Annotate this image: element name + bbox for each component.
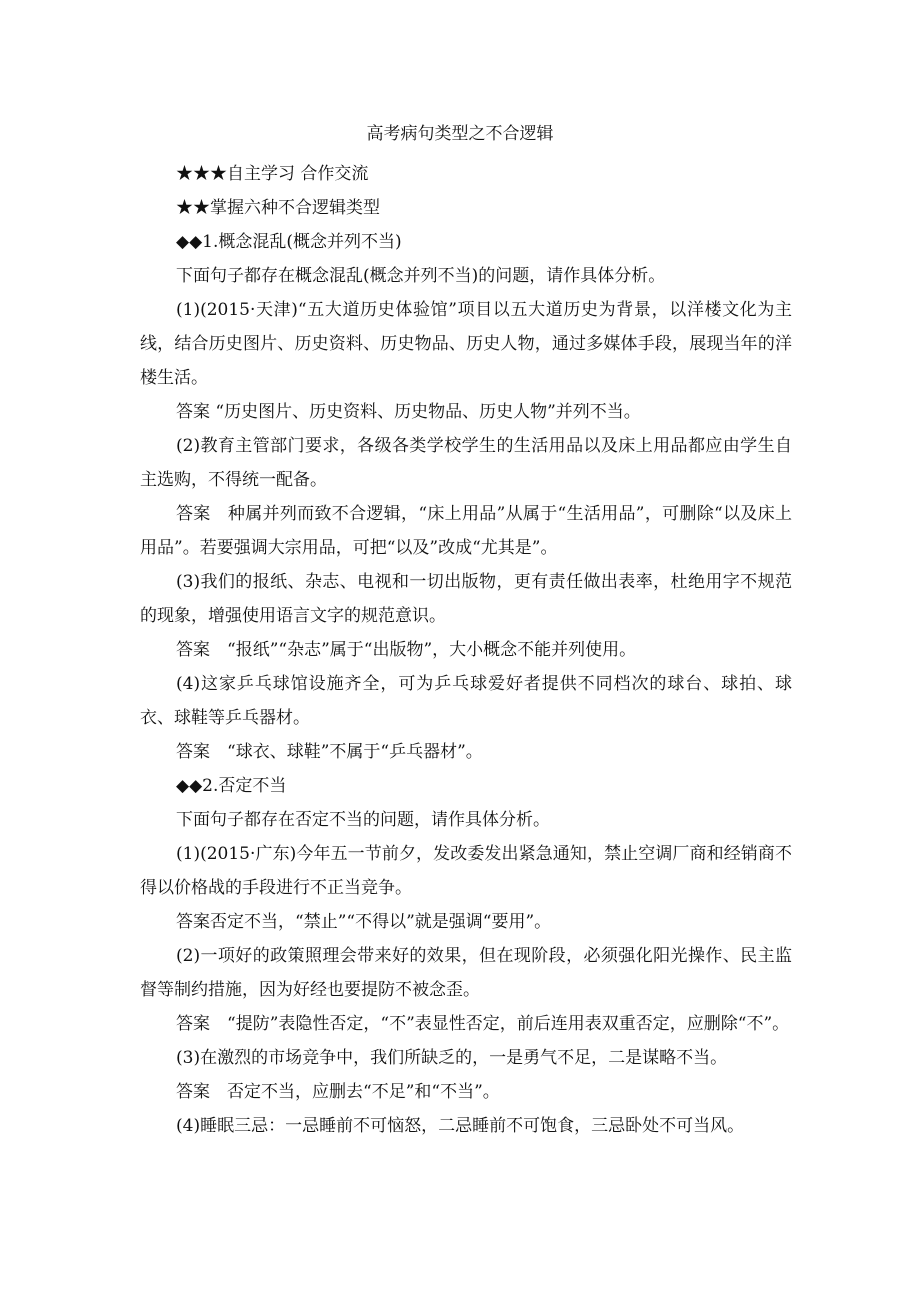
page-title: 高考病句类型之不合逻辑	[366, 124, 554, 144]
header-line-1: ★★★自主学习 合作交流	[176, 164, 369, 184]
answer-paragraph: 答案 “提防”表隐性否定，“不”表显性否定，前后连用表双重否定，应删除“不”。	[176, 1014, 790, 1034]
answer-paragraph: 答案 “球衣、球鞋”不属于“乒乓器材”。	[176, 742, 483, 762]
answer-paragraph: 答案 “历史图片、历史资料、历史物品、历史人物”并列不当。	[176, 402, 641, 422]
question-paragraph: (3)我们的报纸、杂志、电视和一切出版物，更有责任做出表率，杜绝用字不规范的现象，增强使用语言文字的规范意识。	[140, 572, 792, 626]
document-body	[140, 157, 792, 1143]
answer-paragraph: 答案 “报纸”“杂志”属于“出版物”，大小概念不能并列使用。	[176, 640, 637, 660]
answer-paragraph: 答案否定不当，“禁止”“不得以”就是强调“要用”。	[176, 912, 552, 932]
answer-paragraph: 答案 否定不当，应删去“不足”和“不当”。	[176, 1082, 500, 1102]
section-heading: ◆◆2.否定不当	[176, 776, 287, 796]
header-line-2: ★★掌握六种不合逻辑类型	[176, 198, 380, 218]
section-intro: 下面句子都存在否定不当的问题，请作具体分析。	[176, 810, 550, 830]
question-paragraph: (2)教育主管部门要求，各级各类学校学生的生活用品以及床上用品都应由学生自主选购，不得统一配备。	[140, 436, 792, 490]
question-paragraph: (3)在激烈的市场竞争中，我们所缺乏的，一是勇气不足，二是谋略不当。	[176, 1048, 728, 1068]
question-paragraph: (1)(2015·天津)“五大道历史体验馆”项目以五大道历史为背景，以洋楼文化为主线，结合历史图片、历史资料、历史物品、历史人物，通过多媒体手段，展现当年的洋楼生活。	[140, 300, 792, 388]
question-paragraph: (2)一项好的政策照理会带来好的效果，但在现阶段，必须强化阳光操作、民主监督等制约措施，因为好经也要提防不被念歪。	[140, 946, 792, 1000]
question-paragraph: (4)这家乒乓球馆设施齐全，可为乒乓球爱好者提供不同档次的球台、球拍、球衣、球鞋等乒乓器材。	[140, 674, 792, 728]
section-heading: ◆◆1.概念混乱(概念并列不当)	[176, 232, 402, 252]
question-paragraph: (1)(2015·广东)今年五一节前夕，发改委发出紧急通知，禁止空调厂商和经销商不得以价格战的手段进行不正当竞争。	[140, 844, 792, 898]
section-intro: 下面句子都存在概念混乱(概念并列不当)的问题，请作具体分析。	[176, 266, 666, 286]
question-paragraph: (4)睡眠三忌：一忌睡前不可恼怒，二忌睡前不可饱食，三忌卧处不可当风。	[176, 1116, 745, 1136]
answer-paragraph: 答案 种属并列而致不合逻辑，“床上用品”从属于“生活用品”，可删除“以及床上用品”。若要强调大宗用品，可把“以及”改成“尤其是”。	[140, 504, 792, 558]
